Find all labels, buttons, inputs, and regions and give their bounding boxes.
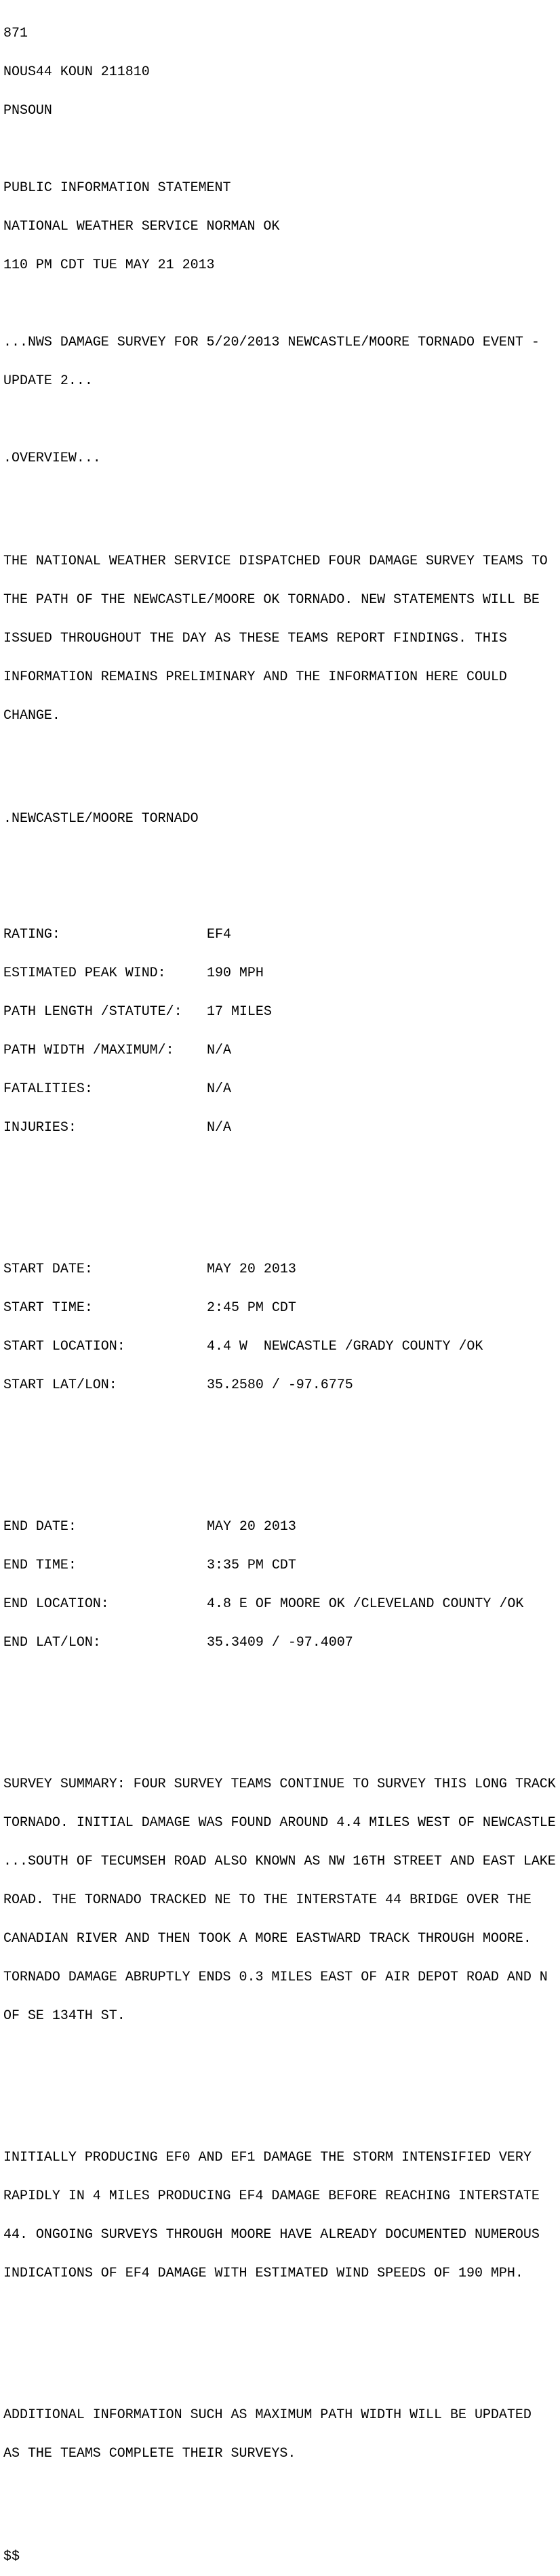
end-row [3,1559,560,1572]
additional-line: ADDITIONAL INFORMATION SUCH AS MAXIMUM PATH WIDTH WILL BE UPDATED [3,2407,532,2423]
end-label: END TIME: [3,1558,77,1573]
stat-label: RATING: [3,927,60,942]
issue-time: 110 PM CDT TUE MAY 21 2013 [3,257,215,273]
stat-label: PATH LENGTH /STATUTE/: [3,1004,182,1020]
overview-line: ISSUED THROUGHOUT THE DAY AS THESE TEAMS REPORT FINDINGS. THIS [3,631,507,646]
stat-label: ESTIMATED PEAK WIND: [3,965,166,981]
end-row [3,1598,560,1611]
blank-line [3,774,560,787]
end-value: 35.3409 / -97.4007 [207,1635,353,1650]
start-value: 4.4 W NEWCASTLE /GRADY COUNTY /OK [207,1339,483,1354]
end-value: MAY 20 2013 [207,1519,296,1535]
blank-line [3,1443,560,1456]
overview-line: CHANGE. [3,708,60,724]
stat-row [3,928,560,941]
summary-line: SURVEY SUMMARY: FOUR SURVEY TEAMS CONTINUE TO SURVEY THIS LONG TRACK [3,1777,556,1792]
overview-line: THE NATIONAL WEATHER SERVICE DISPATCHED FOUR DAMAGE SURVEY TEAMS TO [3,554,548,569]
statement-title: PUBLIC INFORMATION STATEMENT [3,180,231,196]
stat-value: N/A [207,1043,231,1058]
overview-heading: .OVERVIEW... [3,451,101,466]
blank-line [3,1186,560,1199]
issuing-office: NATIONAL WEATHER SERVICE NORMAN OK [3,219,280,234]
tornado-heading: .NEWCASTLE/MOORE TORNADO [3,811,199,827]
start-label: START DATE: [3,1262,93,1277]
awips-id: PNSOUN [3,103,52,119]
overview-line: INFORMATION REMAINS PRELIMINARY AND THE INFORMATION HERE COULD [3,669,507,685]
blank-line [3,2331,560,2344]
stat-row [3,1005,560,1018]
blank-line [3,413,560,426]
end-row [3,1636,560,1649]
start-label: START LAT/LON: [3,1377,117,1393]
end-value: 3:35 PM CDT [207,1558,296,1573]
start-row [3,1340,560,1353]
start-row [3,1379,560,1392]
start-row [3,1302,560,1314]
headline-line: UPDATE 2... [3,373,93,389]
stat-value: N/A [207,1120,231,1136]
stat-row [3,967,560,980]
stat-value: 17 MILES [207,1004,272,1020]
overview-line: THE PATH OF THE NEWCASTLE/MOORE OK TORNADO. NEW STATEMENTS WILL BE [3,592,540,608]
additional-info-paragraph [3,2383,560,2486]
end-value: 4.8 E OF MOORE OK /CLEVELAND COUNTY /OK [207,1596,524,1612]
stat-label: FATALITIES: [3,1081,93,1097]
end-label: END LOCATION: [3,1596,109,1612]
summary-line: ...SOUTH OF TECUMSEH ROAD ALSO KNOWN AS NW 16TH STREET AND EAST LAKE [3,1854,556,1869]
tornado-start-table [3,1237,560,1417]
overview-paragraph [3,529,560,748]
wmo-header: NOUS44 KOUN 211810 [3,64,150,80]
end-row [3,1520,560,1533]
start-value: 35.2580 / -97.6775 [207,1377,353,1393]
start-value: 2:45 PM CDT [207,1300,296,1316]
start-label: START TIME: [3,1300,93,1316]
stat-label: PATH WIDTH /MAXIMUM/: [3,1043,174,1058]
intensity-line: RAPIDLY IN 4 MILES PRODUCING EF4 DAMAGE BEFORE REACHING INTERSTATE [3,2188,540,2204]
additional-line: AS THE TEAMS COMPLETE THEIR SURVEYS. [3,2446,296,2461]
blank-line [3,143,560,156]
blank-line [3,297,560,310]
summary-line: TORNADO DAMAGE ABRUPTLY ENDS 0.3 MILES EAST OF AIR DEPOT ROAD AND N [3,1970,548,1985]
intensity-paragraph [3,2125,560,2306]
tornado-end-table [3,1495,560,1675]
tornado-stats-table [3,902,560,1160]
headline-line: ...NWS DAMAGE SURVEY FOR 5/20/2013 NEWCASTLE/MOORE TORNADO EVENT - [3,335,540,350]
stat-value: 190 MPH [207,965,264,981]
stat-label: INJURIES: [3,1120,77,1136]
blank-line [3,1701,560,1713]
stat-value: EF4 [207,927,231,942]
blank-line [3,491,560,503]
intensity-line: 44. ONGOING SURVEYS THROUGH MOORE HAVE ALREADY DOCUMENTED NUMEROUS [3,2227,540,2243]
intensity-line: INITIALLY PRODUCING EF0 AND EF1 DAMAGE THE STORM INTENSIFIED VERY [3,2150,532,2165]
survey-summary-paragraph [3,1752,560,2048]
summary-line: CANADIAN RIVER AND THEN TOOK A MORE EASTWARD TRACK THROUGH MOORE. [3,1931,532,1947]
end-label: END DATE: [3,1519,77,1535]
message-id: 871 [3,26,28,41]
summary-line: OF SE 134TH ST. [3,2008,125,2024]
end-label: END LAT/LON: [3,1635,101,1650]
start-value: MAY 20 2013 [207,1262,296,1277]
summary-line: ROAD. THE TORNADO TRACKED NE TO THE INTERSTATE 44 BRIDGE OVER THE [3,1892,532,1908]
stat-row [3,1083,560,1096]
stat-value: N/A [207,1081,231,1097]
blank-line [3,851,560,864]
end-marker: $$ [3,2549,20,2564]
start-label: START LOCATION: [3,1339,125,1354]
blank-line [3,2074,560,2087]
start-row [3,1263,560,1276]
blank-line [3,2512,560,2525]
summary-line: TORNADO. INITIAL DAMAGE WAS FOUND AROUND 4.4 MILES WEST OF NEWCASTLE [3,1815,556,1831]
intensity-line: INDICATIONS OF EF4 DAMAGE WITH ESTIMATED WIND SPEEDS OF 190 MPH. [3,2266,523,2281]
stat-row [3,1121,560,1134]
stat-row [3,1044,560,1057]
